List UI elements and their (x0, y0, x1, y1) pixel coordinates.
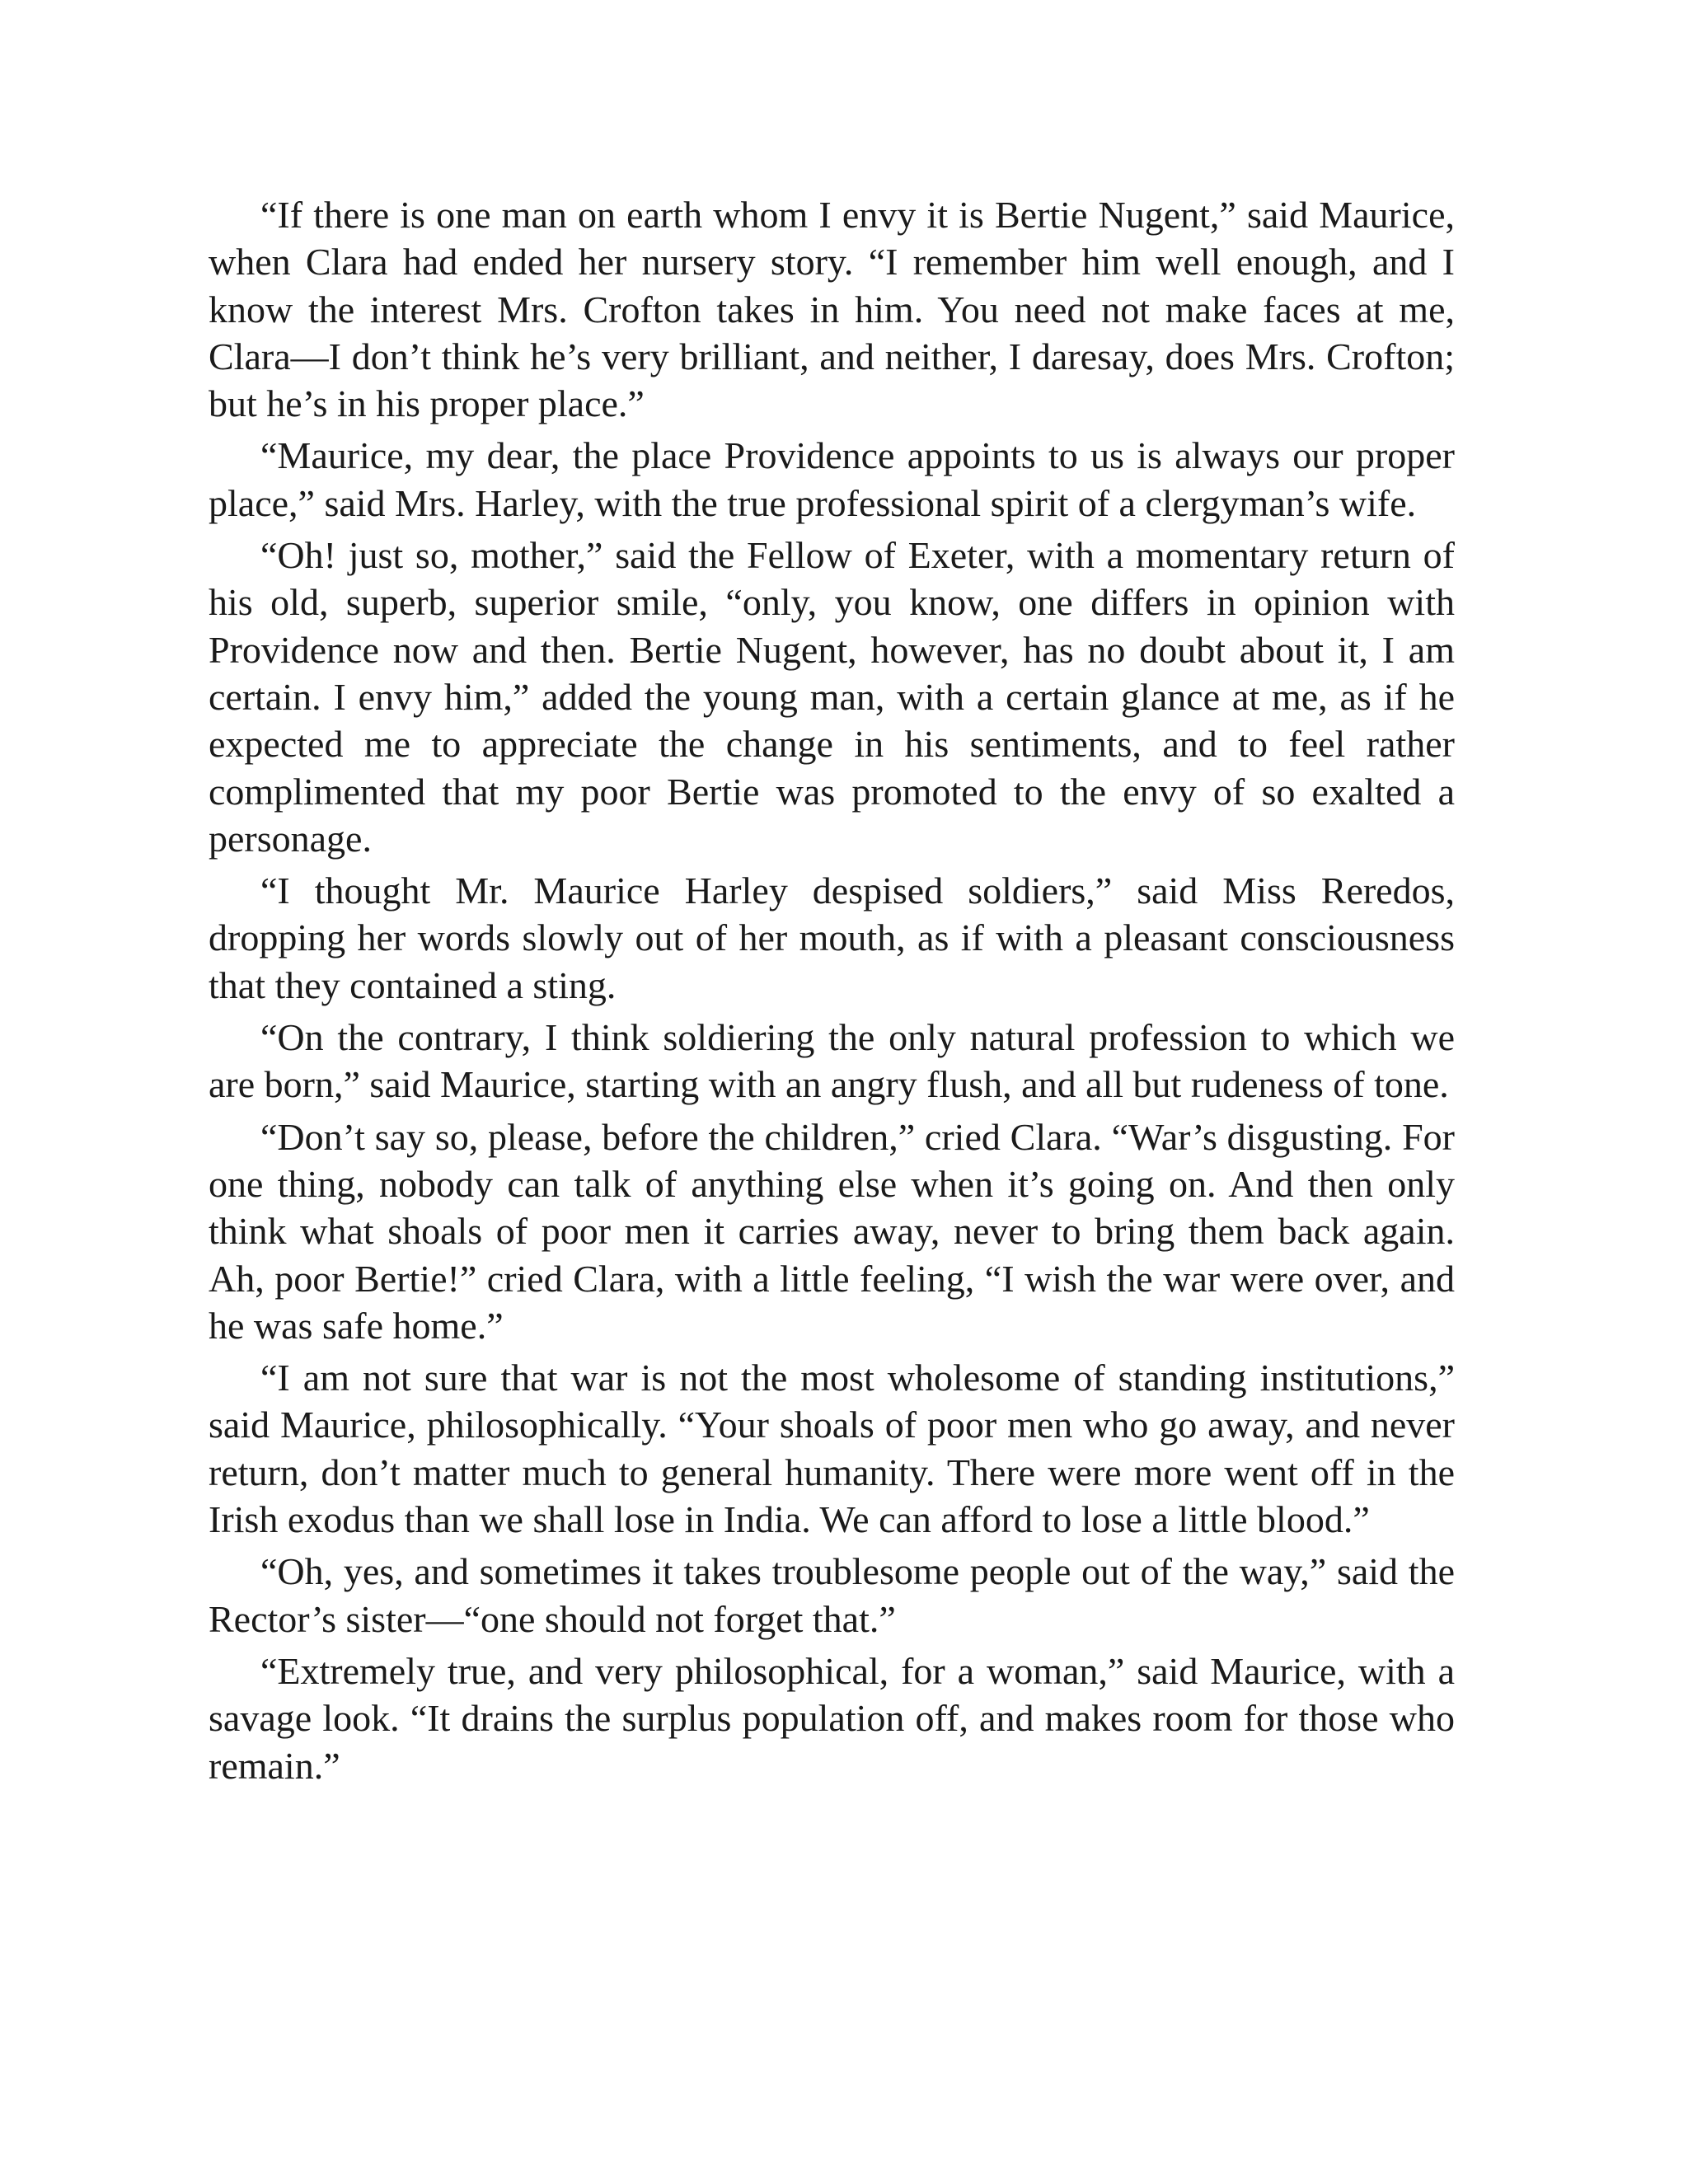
paragraph: “On the contrary, I think soldiering the only natural profession to which we are born,” said Maurice, starting with an angry flush, and all but rudeness of tone. (209, 1016, 1455, 1106)
paragraph: “I thought Mr. Maurice Harley despised soldiers,” said Miss Reredos, dropping her words slowly out of her mouth, as if with a pleasant consciousness that they contained a sting. (209, 869, 1455, 1006)
page-body (209, 191, 1455, 1794)
paragraph: “Oh, yes, and sometimes it takes troublesome people out of the way,” said the Rector’s sister—“one should not forget that.” (209, 1550, 1455, 1640)
paragraph: “If there is one man on earth whom I envy it is Bertie Nugent,” said Maurice, when Clara had ended her nursery story. “I remember him well enough, and I know the interest Mrs. Crofton takes in him. You need not make faces at me, Clara—I don’t think he’s very brilliant, and neither, I daresay, does Mrs. Crofton; but he’s in his proper place.” (209, 194, 1455, 425)
paragraph: “I am not sure that war is not the most wholesome of standing institutions,” said Maurice, philosophically. “Your shoals of poor men who go away, and never return, don’t matter much to general humanity. There were more went off in the Irish exodus than we shall lose in India. We can afford to lose a little blood.” (209, 1357, 1455, 1541)
paragraph: “Extremely true, and very philosophical, for a woman,” said Maurice, with a savage look. “It drains the surplus population off, and makes room for those who remain.” (209, 1649, 1455, 1787)
paragraph: “Oh! just so, mother,” said the Fellow of Exeter, with a momentary return of his old, superb, superior smile, “only, you know, one differs in opinion with Providence now and then. Bertie Nugent, however, has no doubt about it, I am certain. I envy him,” added the young man, with a certain glance at me, as if he expected me to appreciate the change in his sentiments, and to feel rather complimented that my poor Bertie was promoted to the envy of so exalted a personage. (209, 534, 1455, 860)
paragraph: “Don’t say so, please, before the children,” cried Clara. “War’s disgusting. For one thing, nobody can talk of anything else when it’s going on. And then only think what shoals of poor men it carries away, never to bring them back again. Ah, poor Bertie!” cried Clara, with a little feeling, “I wish the war were over, and he was safe home.” (209, 1115, 1455, 1347)
paragraph: “Maurice, my dear, the place Providence appoints to us is always our proper place,” said Mrs. Harley, with the true professional spirit of a clergyman’s wife. (209, 434, 1455, 524)
